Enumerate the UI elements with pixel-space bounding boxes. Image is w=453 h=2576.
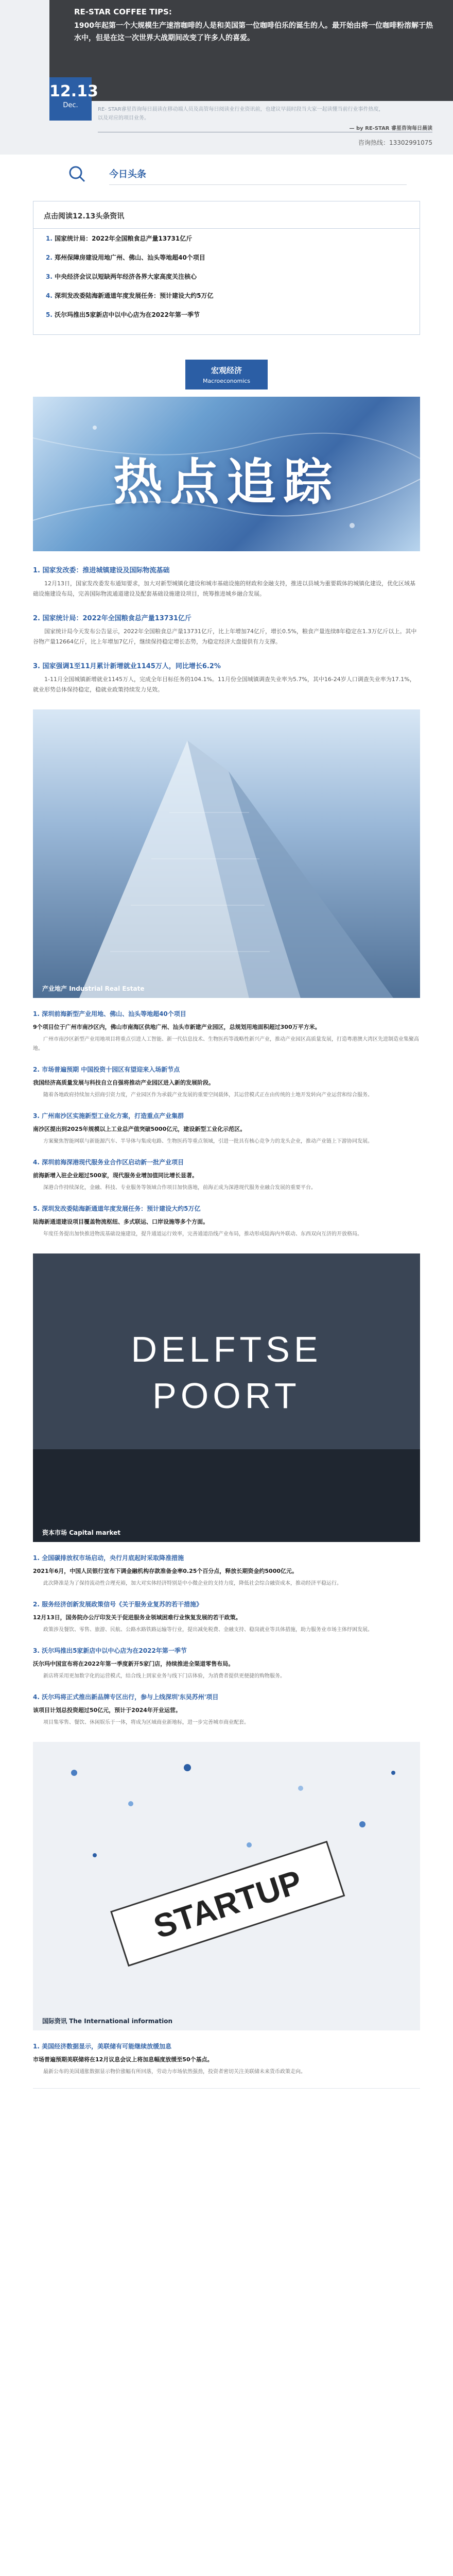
- building-illustration: [33, 709, 420, 998]
- list-item: 5. 深圳发改委陆海新通道年度发展任务：预计建设大约5万亿 陆海新通道建设项目覆盖物流枢纽、多式联运、口岸设施等多个方面。 年度任务提出加快推进物流基础设施建设，提升通道运行效率，完善通道沿线产业布局，推动形成陆海内外联动、东西双向互济的开放格局。: [33, 1205, 362, 1237]
- header-tel: 咨询热线：13302991075: [358, 139, 432, 146]
- photo-word-1: DELFTSE: [131, 1329, 322, 1369]
- capital-market-photo: [33, 1253, 420, 1542]
- summary-heading[interactable]: 点击阅读12.13头条资讯: [33, 201, 420, 229]
- summary-item[interactable]: 2. 郑州保障房建设用地广州、佛山、汕头等地超40个项目: [46, 254, 205, 261]
- international-caption: 国际资讯 The International information: [42, 2018, 172, 2025]
- date-badge: [49, 77, 98, 121]
- real-estate-photo: [33, 709, 420, 998]
- today-bar: [0, 155, 453, 196]
- summary-item[interactable]: 4. 深圳发改委陆海新通道年度发展任务：预计建设大约5万亿: [46, 292, 214, 299]
- header-note: RE- STAR睿星咨询每日晨读在移动端人员及高管每日阅读业行业资讯前，也建议早晨时段当大家一起读懂当前行业事件热度，以及对应的项目业务。: [98, 107, 384, 121]
- list-item: 4. 深圳前海深港现代服务业合作区启动新一批产业项目 前海新增入驻企业超过500家，现代服务业增加值同比增长显著。 深港合作持续深化，金融、科技、专业服务等领域合作项目加快落地，前海正成为深港现代服务业融合发展的重要平台。: [33, 1159, 316, 1191]
- today-divider: [109, 184, 407, 185]
- list-item: 1. 美国经济数据显示，美联储有可能继续放缓加息 市场普遍预期美联储将在12月议息会议上将加息幅度放缓至50个基点。 最新公布的美国通胀数据显示物价涨幅有所回落，劳动力市场依然强劲，投资者密切关注美联储未来货币政策走向。: [33, 2043, 306, 2075]
- summary-item[interactable]: 3. 中央经济会议以短缺两年经济各界大家高度关注核心: [46, 273, 197, 280]
- list-item: 1. 国家发改委：推进城镇建设及国际物流基础 12月13日，国家发改委发布通知要求，加大对新型城镇化建设和城市基础设施的财政和金融支持，推进以县城为重要载体的城镇化建设，优化区域基础设施建设布局，完善国际物流通道建设及配套基础设施建设项目，统筹推进城乡融合发展。: [33, 567, 415, 597]
- summary-item[interactable]: 1. 国家统计局：2022年全国粮食总产量13731亿斤: [46, 235, 193, 242]
- list-item: 3. 国家强调1至11月累计新增就业1145万人，同比增长6.2% 1-11月全国城镇新增就业1145万人，完成全年目标任务的104.1%。11月份全国城镇调查失业率为5.7%，其中16-24岁人口调查失业率为17.1%，就业形势总体保持稳定，稳就业政策持续发力见效。: [33, 663, 415, 693]
- international-photo: [33, 1742, 420, 2030]
- real-estate-caption: 产业地产 Industrial Real Estate: [42, 985, 145, 992]
- footer-divider: [33, 2088, 420, 2089]
- real-estate-news: [33, 1009, 420, 1239]
- list-item: 2. 服务经济创新发展政策信号《关于服务业复苏的若干措施》 12月13日，国务院办公厅印发关于促进服务业领域困难行业恢复发展的若干政策。 政策涉及餐饮、零售、旅游、民航、公路水路铁路运输等行业，提出减免税费、金融支持、稳岗就业等具体措施，助力服务业市场主体纾困发展。: [33, 1601, 373, 1633]
- tips-title: RE-STAR COFFEE TIPS:: [74, 7, 172, 16]
- photo-word-3: STARTUP: [149, 1862, 307, 1946]
- list-item: 3. 广州南沙区实施新型工业化方案，打造重点产业集群 南沙区提出到2025年规模以上工业总产值突破5000亿元，建设新型工业化示范区。 方案聚焦智能网联与新能源汽车、半导体与集成电路、生物医药等重点领域，引进一批具有核心竞争力的龙头企业，推动产业链上下游协同发展。: [33, 1112, 373, 1144]
- list-item: 1. 深圳前海新型产业用地、佛山、汕头等地超40个项目 9个项目位于广州市南沙区内，佛山市南海区供地广州、汕头市新建产业园区，总规划用地面积超过300万平方米。 广州市南沙区新型产业用地项目将重点引进人工智能、新一代信息技术、生物医药等战略性新兴产业，推动产业园区高质量发展，打造粤港澳大湾区先进制造业集聚高地。: [33, 1010, 419, 1052]
- header: [0, 0, 453, 155]
- capital-market-caption: 资本市场 Capital market: [42, 1529, 120, 1536]
- hot-tracking-banner: [33, 397, 420, 551]
- date-month: Dec.: [63, 101, 78, 109]
- list-item: 2. 国家统计局：2022年全国粮食总产量13731亿斤 国家统计局今天发布公告显示，2022年全国粮食总产量13731亿斤，比上年增加74亿斤，增长0.5%，粮食产量连续8年稳定在1.3万亿斤以上。其中谷物产量12664亿斤，比上年增加7亿斤，继续保持稳定增长态势，为稳定经济大盘提供有力支撑。: [33, 615, 417, 645]
- search-icon: [68, 165, 86, 183]
- section-heading-macro: 宏观经济 Macroeconomics: [185, 360, 268, 389]
- tips-body: 1900年起第一个大规模生产速溶咖啡的人是和美国第一位咖啡伯乐的诞生的人。最开始由将一位咖啡粉溶解于热水中，但是在这一次世界大战期间改变了许多人的喜爱。: [74, 22, 433, 42]
- macro-news: [33, 565, 420, 695]
- today-label: 今日头条: [109, 169, 146, 180]
- international-news: [33, 2042, 420, 2077]
- list-item: 2. 市场普遍预期 中国投资十园区有望迎来入场新节点 我国经济高质量发展与科技自立自强将推动产业园区进入新的发展阶段。 随着各地政府持续加大招商引资力度，产业园区作为承载产业发展的重要空间载体，其运营模式正在由传统的土地开发转向产业运营和综合服务。: [33, 1066, 373, 1098]
- station-sign-illustration: [33, 1253, 420, 1542]
- list-item: 1. 全国碳排放权市场启动，央行月底起时采取降准措施 2021年6月，中国人民银行宣布下调金融机构存款准备金率0.25个百分点，释放长期资金约5000亿元。 此次降准是为了保持流动性合理充裕，加大对实体经济特别是中小微企业的支持力度，降低社会综合融资成本，推动经济平稳运行。: [33, 1554, 342, 1586]
- list-item: 4. 沃尔玛将正式推出新品牌专区出行，参与上线深圳'东吴苏州'项目 该项目计划总投资超过50亿元，预计于2024年开业运营。 项目集零售、餐饮、休闲娱乐于一体，将成为区域商业新地标，进一步完善城市商业配套。: [33, 1693, 249, 1725]
- date-day: 12.13: [49, 82, 98, 100]
- capital-market-news: [33, 1553, 420, 1727]
- banner-title: 热点追踪: [113, 453, 340, 511]
- photo-word-2: POORT: [152, 1376, 301, 1416]
- summary-item[interactable]: 5. 沃尔玛推出5家新店中以中心店为在2022年第一季节: [46, 311, 200, 318]
- headline-summary: [33, 201, 420, 335]
- startup-illustration: [33, 1742, 420, 2030]
- header-signature: — by RE-STAR 睿星咨询每日晨读: [349, 126, 432, 131]
- list-item: 3. 沃尔玛推出5家新店中以中心店为在2022年第一季节 沃尔玛中国宣布将在2022年第一季度新开5家门店，持续推进全渠道零售布局。 新店将采用更加数字化的运营模式，结合线上到家业务与线下门店体验，为消费者提供更便捷的购物服务。: [33, 1647, 285, 1679]
